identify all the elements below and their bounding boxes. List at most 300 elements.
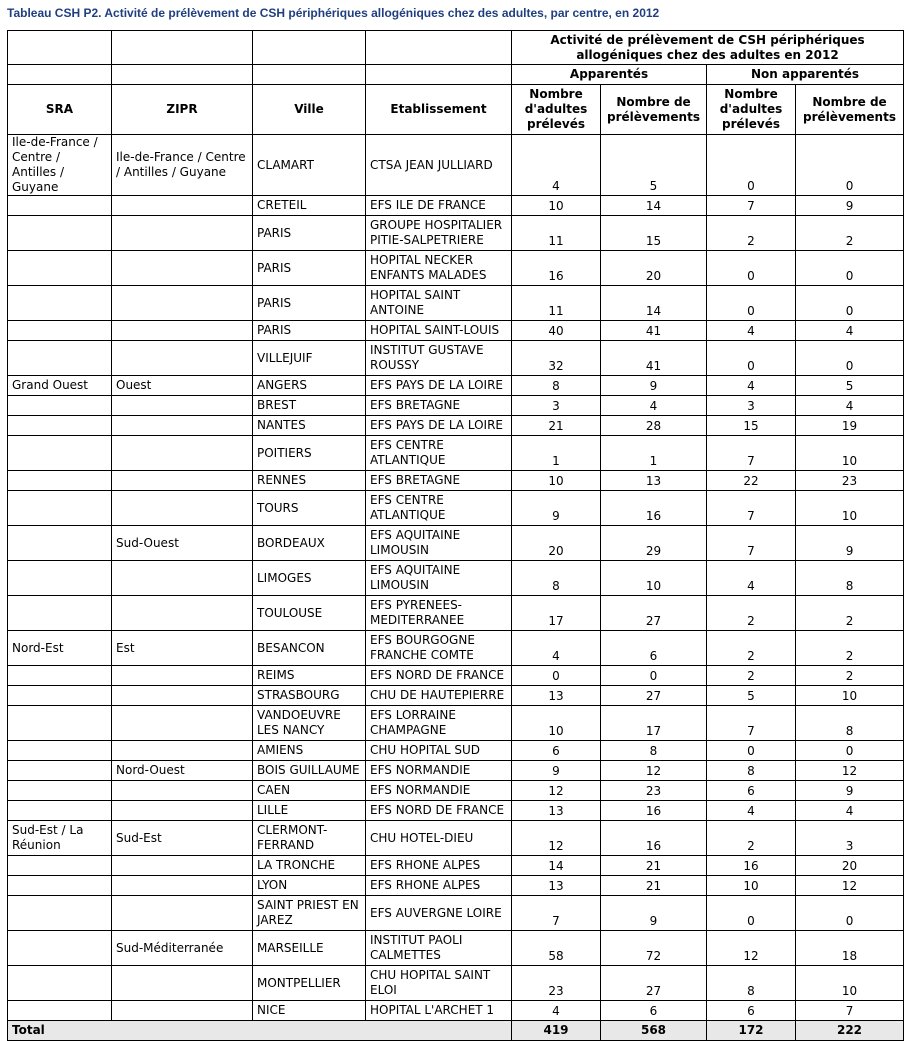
etablissement-cell: EFS BOURGOGNE FRANCHE COMTE <box>366 631 512 666</box>
header-empty-cell <box>366 65 512 85</box>
ville-cell: LILLE <box>253 801 366 821</box>
non-apparentes-nb-adultes-cell: 0 <box>707 741 796 761</box>
header-etablissement: Etablissement <box>366 85 512 135</box>
sra-cell <box>8 471 112 491</box>
table-row <box>8 896 904 931</box>
etablissement-cell: CHU DE HAUTEPIERRE <box>366 686 512 706</box>
apparentes-nb-adultes-cell: 8 <box>512 376 601 396</box>
sra-cell <box>8 801 112 821</box>
sra-cell <box>8 561 112 596</box>
apparentes-nb-prelevements-cell: 27 <box>601 966 707 1001</box>
non-apparentes-nb-prelevements-cell: 10 <box>796 686 904 706</box>
apparentes-nb-adultes-cell: 4 <box>512 135 601 196</box>
apparentes-nb-prelevements-cell: 28 <box>601 416 707 436</box>
non-apparentes-nb-prelevements-cell: 8 <box>796 561 904 596</box>
non-apparentes-nb-adultes-cell: 7 <box>707 706 796 741</box>
ville-cell: CLERMONT-FERRAND <box>253 821 366 856</box>
apparentes-nb-adultes-cell: 32 <box>512 341 601 376</box>
ville-cell: VANDOEUVRE LES NANCY <box>253 706 366 741</box>
zipr-cell <box>112 781 253 801</box>
apparentes-nb-prelevements-cell: 21 <box>601 876 707 896</box>
etablissement-cell: EFS RHONE ALPES <box>366 876 512 896</box>
etablissement-cell: EFS PYRENEES-MEDITERRANEE <box>366 596 512 631</box>
non-apparentes-nb-adultes-cell: 4 <box>707 801 796 821</box>
non-apparentes-nb-adultes-cell: 5 <box>707 686 796 706</box>
sra-cell <box>8 666 112 686</box>
etablissement-cell: INSTITUT GUSTAVE ROUSSY <box>366 341 512 376</box>
non-apparentes-nb-adultes-cell: 4 <box>707 376 796 396</box>
header-non-apparentes: Non apparentés <box>707 65 904 85</box>
non-apparentes-nb-adultes-cell: 2 <box>707 216 796 251</box>
non-apparentes-nb-prelevements-cell: 7 <box>796 1001 904 1021</box>
header-empty-cell <box>112 31 253 65</box>
apparentes-nb-adultes-cell: 4 <box>512 1001 601 1021</box>
etablissement-cell: EFS NORD DE FRANCE <box>366 801 512 821</box>
etablissement-cell: CHU HOTEL-DIEU <box>366 821 512 856</box>
ville-cell: BOIS GUILLAUME <box>253 761 366 781</box>
sra-cell <box>8 416 112 436</box>
total-label: Total <box>8 1021 512 1041</box>
non-apparentes-nb-adultes-cell: 8 <box>707 966 796 1001</box>
apparentes-nb-prelevements-cell: 23 <box>601 781 707 801</box>
apparentes-nb-prelevements-cell: 16 <box>601 491 707 526</box>
table-row <box>8 436 904 471</box>
header-apparentes: Apparentés <box>512 65 707 85</box>
table-row <box>8 876 904 896</box>
zipr-cell <box>112 396 253 416</box>
sra-cell: Sud-Est / La Réunion <box>8 821 112 856</box>
zipr-cell: Sud-Méditerranée <box>112 931 253 966</box>
non-apparentes-nb-adultes-cell: 0 <box>707 286 796 321</box>
table-row <box>8 471 904 491</box>
zipr-cell <box>112 196 253 216</box>
non-apparentes-nb-prelevements-cell: 8 <box>796 706 904 741</box>
apparentes-nb-prelevements-cell: 29 <box>601 526 707 561</box>
header-apparentes-nb-prelevements: Nombre de prélèvements <box>601 85 707 135</box>
sra-cell <box>8 706 112 741</box>
header-empty-cell <box>8 31 112 65</box>
apparentes-nb-adultes-cell: 8 <box>512 561 601 596</box>
zipr-cell <box>112 896 253 931</box>
header-group-title: Activité de prélèvement de CSH périphériques allogéniques chez des adultes en 2012 <box>512 31 904 65</box>
table-row <box>8 341 904 376</box>
table-row <box>8 966 904 1001</box>
apparentes-nb-prelevements-cell: 14 <box>601 286 707 321</box>
table-row <box>8 686 904 706</box>
ville-cell: NICE <box>253 1001 366 1021</box>
etablissement-cell: HOPITAL NECKER ENFANTS MALADES <box>366 251 512 286</box>
apparentes-nb-prelevements-cell: 16 <box>601 821 707 856</box>
non-apparentes-nb-prelevements-cell: 9 <box>796 526 904 561</box>
apparentes-nb-prelevements-cell: 20 <box>601 251 707 286</box>
etablissement-cell: EFS CENTRE ATLANTIQUE <box>366 491 512 526</box>
sra-cell <box>8 856 112 876</box>
zipr-cell <box>112 666 253 686</box>
non-apparentes-nb-prelevements-cell: 10 <box>796 966 904 1001</box>
apparentes-nb-adultes-cell: 13 <box>512 801 601 821</box>
ville-cell: AMIENS <box>253 741 366 761</box>
sra-cell <box>8 1001 112 1021</box>
non-apparentes-nb-adultes-cell: 15 <box>707 416 796 436</box>
sra-cell <box>8 876 112 896</box>
zipr-cell <box>112 1001 253 1021</box>
non-apparentes-nb-prelevements-cell: 19 <box>796 416 904 436</box>
etablissement-cell: EFS BRETAGNE <box>366 471 512 491</box>
apparentes-nb-prelevements-cell: 21 <box>601 856 707 876</box>
sra-cell <box>8 596 112 631</box>
non-apparentes-nb-adultes-cell: 7 <box>707 436 796 471</box>
non-apparentes-nb-adultes-cell: 6 <box>707 1001 796 1021</box>
total-row <box>8 1021 904 1041</box>
etablissement-cell: EFS AQUITAINE LIMOUSIN <box>366 526 512 561</box>
etablissement-cell: EFS RHONE ALPES <box>366 856 512 876</box>
apparentes-nb-adultes-cell: 1 <box>512 436 601 471</box>
table-row <box>8 631 904 666</box>
etablissement-cell: CHU HOPITAL SUD <box>366 741 512 761</box>
non-apparentes-nb-prelevements-cell: 2 <box>796 216 904 251</box>
non-apparentes-nb-prelevements-cell: 12 <box>796 761 904 781</box>
header-empty-cell <box>253 65 366 85</box>
apparentes-nb-prelevements-cell: 13 <box>601 471 707 491</box>
zipr-cell <box>112 856 253 876</box>
header-empty-cell <box>366 31 512 65</box>
apparentes-nb-prelevements-cell: 8 <box>601 741 707 761</box>
ville-cell: VILLEJUIF <box>253 341 366 376</box>
non-apparentes-nb-prelevements-cell: 12 <box>796 876 904 896</box>
apparentes-nb-adultes-cell: 14 <box>512 856 601 876</box>
ville-cell: ANGERS <box>253 376 366 396</box>
ville-cell: PARIS <box>253 251 366 286</box>
zipr-cell <box>112 966 253 1001</box>
non-apparentes-nb-adultes-cell: 0 <box>707 251 796 286</box>
non-apparentes-nb-prelevements-cell: 4 <box>796 396 904 416</box>
non-apparentes-nb-prelevements-cell: 20 <box>796 856 904 876</box>
zipr-cell <box>112 251 253 286</box>
table-row <box>8 396 904 416</box>
sra-cell <box>8 526 112 561</box>
etablissement-cell: EFS BRETAGNE <box>366 396 512 416</box>
total-non-apparentes-nb-adultes: 172 <box>707 1021 796 1041</box>
ville-cell: SAINT PRIEST EN JAREZ <box>253 896 366 931</box>
etablissement-cell: HOPITAL L'ARCHET 1 <box>366 1001 512 1021</box>
sra-cell <box>8 321 112 341</box>
sra-cell <box>8 436 112 471</box>
sra-cell <box>8 341 112 376</box>
table-row <box>8 526 904 561</box>
sra-cell <box>8 741 112 761</box>
apparentes-nb-adultes-cell: 40 <box>512 321 601 341</box>
etablissement-cell: EFS NORMANDIE <box>366 761 512 781</box>
header-empty-cell <box>8 65 112 85</box>
apparentes-nb-adultes-cell: 10 <box>512 196 601 216</box>
zipr-cell <box>112 686 253 706</box>
ville-cell: LA TRONCHE <box>253 856 366 876</box>
etablissement-cell: EFS NORD DE FRANCE <box>366 666 512 686</box>
non-apparentes-nb-adultes-cell: 4 <box>707 321 796 341</box>
etablissement-cell: EFS NORMANDIE <box>366 781 512 801</box>
apparentes-nb-adultes-cell: 3 <box>512 396 601 416</box>
apparentes-nb-adultes-cell: 6 <box>512 741 601 761</box>
total-apparentes-nb-adultes: 419 <box>512 1021 601 1041</box>
non-apparentes-nb-prelevements-cell: 10 <box>796 436 904 471</box>
apparentes-nb-prelevements-cell: 41 <box>601 321 707 341</box>
table-row <box>8 821 904 856</box>
non-apparentes-nb-prelevements-cell: 23 <box>796 471 904 491</box>
zipr-cell <box>112 491 253 526</box>
apparentes-nb-prelevements-cell: 9 <box>601 376 707 396</box>
etablissement-cell: CTSA JEAN JULLIARD <box>366 135 512 196</box>
sra-cell: Nord-Est <box>8 631 112 666</box>
table-row <box>8 321 904 341</box>
ville-cell: PARIS <box>253 286 366 321</box>
ville-cell: PARIS <box>253 216 366 251</box>
non-apparentes-nb-adultes-cell: 0 <box>707 896 796 931</box>
table-row <box>8 491 904 526</box>
ville-cell: TOULOUSE <box>253 596 366 631</box>
header-empty-cell <box>253 31 366 65</box>
apparentes-nb-prelevements-cell: 0 <box>601 666 707 686</box>
sra-cell <box>8 761 112 781</box>
zipr-cell: Sud-Est <box>112 821 253 856</box>
sra-cell <box>8 491 112 526</box>
apparentes-nb-adultes-cell: 20 <box>512 526 601 561</box>
apparentes-nb-adultes-cell: 12 <box>512 781 601 801</box>
header-empty-cell <box>112 65 253 85</box>
sra-cell <box>8 686 112 706</box>
non-apparentes-nb-adultes-cell: 2 <box>707 666 796 686</box>
sra-cell <box>8 286 112 321</box>
zipr-cell <box>112 741 253 761</box>
apparentes-nb-adultes-cell: 9 <box>512 761 601 781</box>
table-caption: Tableau CSH P2. Activité de prélèvement de CSH périphériques allogéniques chez des adultes, par centre, en 2012 <box>7 6 660 20</box>
apparentes-nb-adultes-cell: 0 <box>512 666 601 686</box>
sra-cell <box>8 251 112 286</box>
apparentes-nb-prelevements-cell: 4 <box>601 396 707 416</box>
header-non-apparentes-nb-adultes: Nombre d'adultes prélevés <box>707 85 796 135</box>
non-apparentes-nb-prelevements-cell: 2 <box>796 631 904 666</box>
apparentes-nb-adultes-cell: 17 <box>512 596 601 631</box>
ville-cell: BORDEAUX <box>253 526 366 561</box>
ville-cell: STRASBOURG <box>253 686 366 706</box>
non-apparentes-nb-prelevements-cell: 2 <box>796 596 904 631</box>
etablissement-cell: EFS PAYS DE LA LOIRE <box>366 376 512 396</box>
apparentes-nb-prelevements-cell: 6 <box>601 631 707 666</box>
table-row <box>8 216 904 251</box>
ville-cell: LYON <box>253 876 366 896</box>
apparentes-nb-prelevements-cell: 27 <box>601 596 707 631</box>
zipr-cell <box>112 341 253 376</box>
non-apparentes-nb-prelevements-cell: 9 <box>796 196 904 216</box>
apparentes-nb-prelevements-cell: 16 <box>601 801 707 821</box>
apparentes-nb-prelevements-cell: 1 <box>601 436 707 471</box>
non-apparentes-nb-adultes-cell: 7 <box>707 526 796 561</box>
non-apparentes-nb-adultes-cell: 2 <box>707 596 796 631</box>
sra-cell <box>8 216 112 251</box>
zipr-cell: Ouest <box>112 376 253 396</box>
apparentes-nb-adultes-cell: 11 <box>512 286 601 321</box>
table-row <box>8 251 904 286</box>
etablissement-cell: EFS AQUITAINE LIMOUSIN <box>366 561 512 596</box>
non-apparentes-nb-adultes-cell: 22 <box>707 471 796 491</box>
ville-cell: TOURS <box>253 491 366 526</box>
non-apparentes-nb-adultes-cell: 7 <box>707 491 796 526</box>
apparentes-nb-prelevements-cell: 72 <box>601 931 707 966</box>
table-row <box>8 706 904 741</box>
table-row <box>8 416 904 436</box>
table-row <box>8 801 904 821</box>
apparentes-nb-adultes-cell: 23 <box>512 966 601 1001</box>
etablissement-cell: HOPITAL SAINT ANTOINE <box>366 286 512 321</box>
apparentes-nb-adultes-cell: 16 <box>512 251 601 286</box>
etablissement-cell: CHU HOPITAL SAINT ELOI <box>366 966 512 1001</box>
ville-cell: CAEN <box>253 781 366 801</box>
table-row <box>8 666 904 686</box>
zipr-cell <box>112 436 253 471</box>
ville-cell: CRETEIL <box>253 196 366 216</box>
etablissement-cell: HOPITAL SAINT-LOUIS <box>366 321 512 341</box>
non-apparentes-nb-adultes-cell: 3 <box>707 396 796 416</box>
table-row <box>8 196 904 216</box>
table-row <box>8 931 904 966</box>
non-apparentes-nb-prelevements-cell: 9 <box>796 781 904 801</box>
etablissement-cell: EFS CENTRE ATLANTIQUE <box>366 436 512 471</box>
sra-cell <box>8 781 112 801</box>
zipr-cell <box>112 876 253 896</box>
sra-cell <box>8 966 112 1001</box>
etablissement-cell: EFS ILE DE FRANCE <box>366 196 512 216</box>
apparentes-nb-adultes-cell: 13 <box>512 876 601 896</box>
sra-cell <box>8 896 112 931</box>
non-apparentes-nb-prelevements-cell: 2 <box>796 666 904 686</box>
non-apparentes-nb-adultes-cell: 7 <box>707 196 796 216</box>
apparentes-nb-adultes-cell: 7 <box>512 896 601 931</box>
non-apparentes-nb-adultes-cell: 0 <box>707 135 796 196</box>
non-apparentes-nb-prelevements-cell: 4 <box>796 801 904 821</box>
header-ville: Ville <box>253 85 366 135</box>
sra-cell <box>8 196 112 216</box>
apparentes-nb-adultes-cell: 9 <box>512 491 601 526</box>
zipr-cell <box>112 321 253 341</box>
non-apparentes-nb-prelevements-cell: 3 <box>796 821 904 856</box>
ville-cell: BREST <box>253 396 366 416</box>
table-row <box>8 135 904 196</box>
table-row <box>8 1001 904 1021</box>
non-apparentes-nb-prelevements-cell: 0 <box>796 251 904 286</box>
sra-cell <box>8 396 112 416</box>
etablissement-cell: GROUPE HOSPITALIER PITIE-SALPETRIERE <box>366 216 512 251</box>
non-apparentes-nb-prelevements-cell: 0 <box>796 341 904 376</box>
apparentes-nb-prelevements-cell: 6 <box>601 1001 707 1021</box>
ville-cell: NANTES <box>253 416 366 436</box>
zipr-cell <box>112 286 253 321</box>
non-apparentes-nb-adultes-cell: 2 <box>707 821 796 856</box>
non-apparentes-nb-prelevements-cell: 4 <box>796 321 904 341</box>
apparentes-nb-adultes-cell: 21 <box>512 416 601 436</box>
non-apparentes-nb-adultes-cell: 0 <box>707 341 796 376</box>
table-row <box>8 286 904 321</box>
table-row <box>8 596 904 631</box>
table-row <box>8 376 904 396</box>
apparentes-nb-adultes-cell: 10 <box>512 471 601 491</box>
non-apparentes-nb-adultes-cell: 12 <box>707 931 796 966</box>
apparentes-nb-prelevements-cell: 5 <box>601 135 707 196</box>
zipr-cell <box>112 216 253 251</box>
non-apparentes-nb-adultes-cell: 8 <box>707 761 796 781</box>
header-non-apparentes-nb-prelevements: Nombre de prélèvements <box>796 85 904 135</box>
zipr-cell: Est <box>112 631 253 666</box>
zipr-cell <box>112 801 253 821</box>
table-body <box>8 135 904 1041</box>
ville-cell: RENNES <box>253 471 366 491</box>
ville-cell: MARSEILLE <box>253 931 366 966</box>
non-apparentes-nb-prelevements-cell: 0 <box>796 896 904 931</box>
apparentes-nb-prelevements-cell: 10 <box>601 561 707 596</box>
ville-cell: BESANCON <box>253 631 366 666</box>
apparentes-nb-prelevements-cell: 12 <box>601 761 707 781</box>
ville-cell: MONTPELLIER <box>253 966 366 1001</box>
ville-cell: LIMOGES <box>253 561 366 596</box>
apparentes-nb-prelevements-cell: 9 <box>601 896 707 931</box>
data-table <box>7 30 904 1041</box>
etablissement-cell: INSTITUT PAOLI CALMETTES <box>366 931 512 966</box>
ville-cell: POITIERS <box>253 436 366 471</box>
non-apparentes-nb-prelevements-cell: 18 <box>796 931 904 966</box>
non-apparentes-nb-prelevements-cell: 0 <box>796 135 904 196</box>
table-row <box>8 741 904 761</box>
zipr-cell <box>112 561 253 596</box>
zipr-cell: Ile-de-France / Centre / Antilles / Guyane <box>112 135 253 196</box>
etablissement-cell: EFS PAYS DE LA LOIRE <box>366 416 512 436</box>
non-apparentes-nb-prelevements-cell: 10 <box>796 491 904 526</box>
ville-cell: REIMS <box>253 666 366 686</box>
non-apparentes-nb-adultes-cell: 4 <box>707 561 796 596</box>
zipr-cell <box>112 416 253 436</box>
header-apparentes-nb-adultes: Nombre d'adultes prélevés <box>512 85 601 135</box>
non-apparentes-nb-adultes-cell: 2 <box>707 631 796 666</box>
non-apparentes-nb-adultes-cell: 16 <box>707 856 796 876</box>
total-non-apparentes-nb-prelevements: 222 <box>796 1021 904 1041</box>
non-apparentes-nb-prelevements-cell: 0 <box>796 741 904 761</box>
apparentes-nb-prelevements-cell: 17 <box>601 706 707 741</box>
sra-cell <box>8 931 112 966</box>
zipr-cell <box>112 471 253 491</box>
non-apparentes-nb-adultes-cell: 6 <box>707 781 796 801</box>
zipr-cell <box>112 706 253 741</box>
apparentes-nb-prelevements-cell: 14 <box>601 196 707 216</box>
zipr-cell <box>112 596 253 631</box>
total-apparentes-nb-prelevements: 568 <box>601 1021 707 1041</box>
zipr-cell: Sud-Ouest <box>112 526 253 561</box>
etablissement-cell: EFS AUVERGNE LOIRE <box>366 896 512 931</box>
non-apparentes-nb-adultes-cell: 10 <box>707 876 796 896</box>
table-row <box>8 856 904 876</box>
etablissement-cell: EFS LORRAINE CHAMPAGNE <box>366 706 512 741</box>
sra-cell: Grand Ouest <box>8 376 112 396</box>
ville-cell: CLAMART <box>253 135 366 196</box>
apparentes-nb-adultes-cell: 12 <box>512 821 601 856</box>
non-apparentes-nb-prelevements-cell: 0 <box>796 286 904 321</box>
table-row <box>8 761 904 781</box>
apparentes-nb-prelevements-cell: 15 <box>601 216 707 251</box>
table-row <box>8 561 904 596</box>
apparentes-nb-adultes-cell: 4 <box>512 631 601 666</box>
apparentes-nb-adultes-cell: 11 <box>512 216 601 251</box>
header-zipr: ZIPR <box>112 85 253 135</box>
apparentes-nb-prelevements-cell: 27 <box>601 686 707 706</box>
apparentes-nb-prelevements-cell: 41 <box>601 341 707 376</box>
zipr-cell: Nord-Ouest <box>112 761 253 781</box>
ville-cell: PARIS <box>253 321 366 341</box>
